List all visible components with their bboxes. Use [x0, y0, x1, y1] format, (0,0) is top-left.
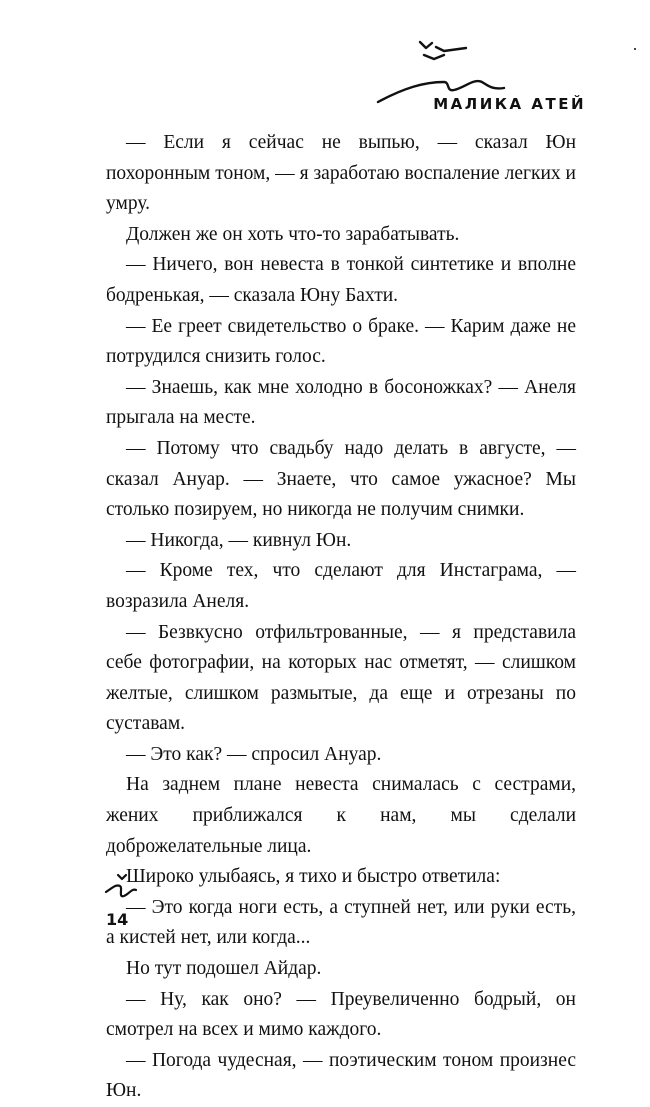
running-header-author: МАЛИКА АТЕЙ: [433, 95, 586, 113]
paragraph: Но тут подошел Айдар.: [126, 958, 322, 980]
paragraph: — Потому что свадьбу надо делать в августе, — сказал Ануар. — Знаете, что самое ужасное? Мы столько позируем, но никогда не получим снимки.: [106, 437, 576, 521]
body-text: [106, 128, 576, 1107]
paragraph: — Ее греет свидетельство о браке. — Карим даже не потрудился снизить голос.: [106, 315, 576, 368]
bird-swoosh-icon: [102, 872, 142, 906]
paragraph: — Это когда ноги есть, а ступней нет, или руки есть, а кистей нет, или когда...: [106, 896, 576, 949]
print-speck: [634, 48, 636, 50]
paragraph: Широко улыбаясь, я тихо и быстро ответила:: [126, 866, 501, 888]
page-number: 14: [106, 910, 129, 929]
paragraph: — Если я сейчас не выпью, — сказал Юн похоронным тоном, — я заработаю воспаление легких и умру.: [106, 132, 576, 215]
paragraph: — Погода чудесная, — поэтическим тоном произнес Юн.: [106, 1049, 576, 1102]
paragraph: — Знаешь, как мне холодно в босоножках? — Анеля прыгала на месте.: [106, 376, 576, 429]
paragraph: — Кроме тех, что сделают для Инстаграма, — возразила Анеля.: [106, 560, 576, 612]
paragraph: — Никогда, — кивнул Юн.: [126, 529, 352, 551]
paragraph: — Это как? — спросил Ануар.: [126, 743, 382, 765]
paragraph: — Ну, как оно? — Преувеличенно бодрый, он смотрел на всех и мимо каждого.: [106, 988, 576, 1041]
paragraph: — Ничего, вон невеста в тонкой синтетике и вполне бодренькая, — сказала Юну Бахти.: [106, 254, 576, 306]
paragraph: Должен же он хоть что-то зарабатывать.: [126, 223, 460, 245]
paragraph: На заднем плане невеста снималась с сестрами, жених приближался к нам, мы сделали доброжелательные лица.: [106, 774, 576, 857]
paragraph: — Безвкусно отфильтрованные, — я представила себе фотографии, на которых нас отметят, — слишком желтые, слишком размытые, да еще и отрезаны по суставам.: [106, 621, 576, 735]
